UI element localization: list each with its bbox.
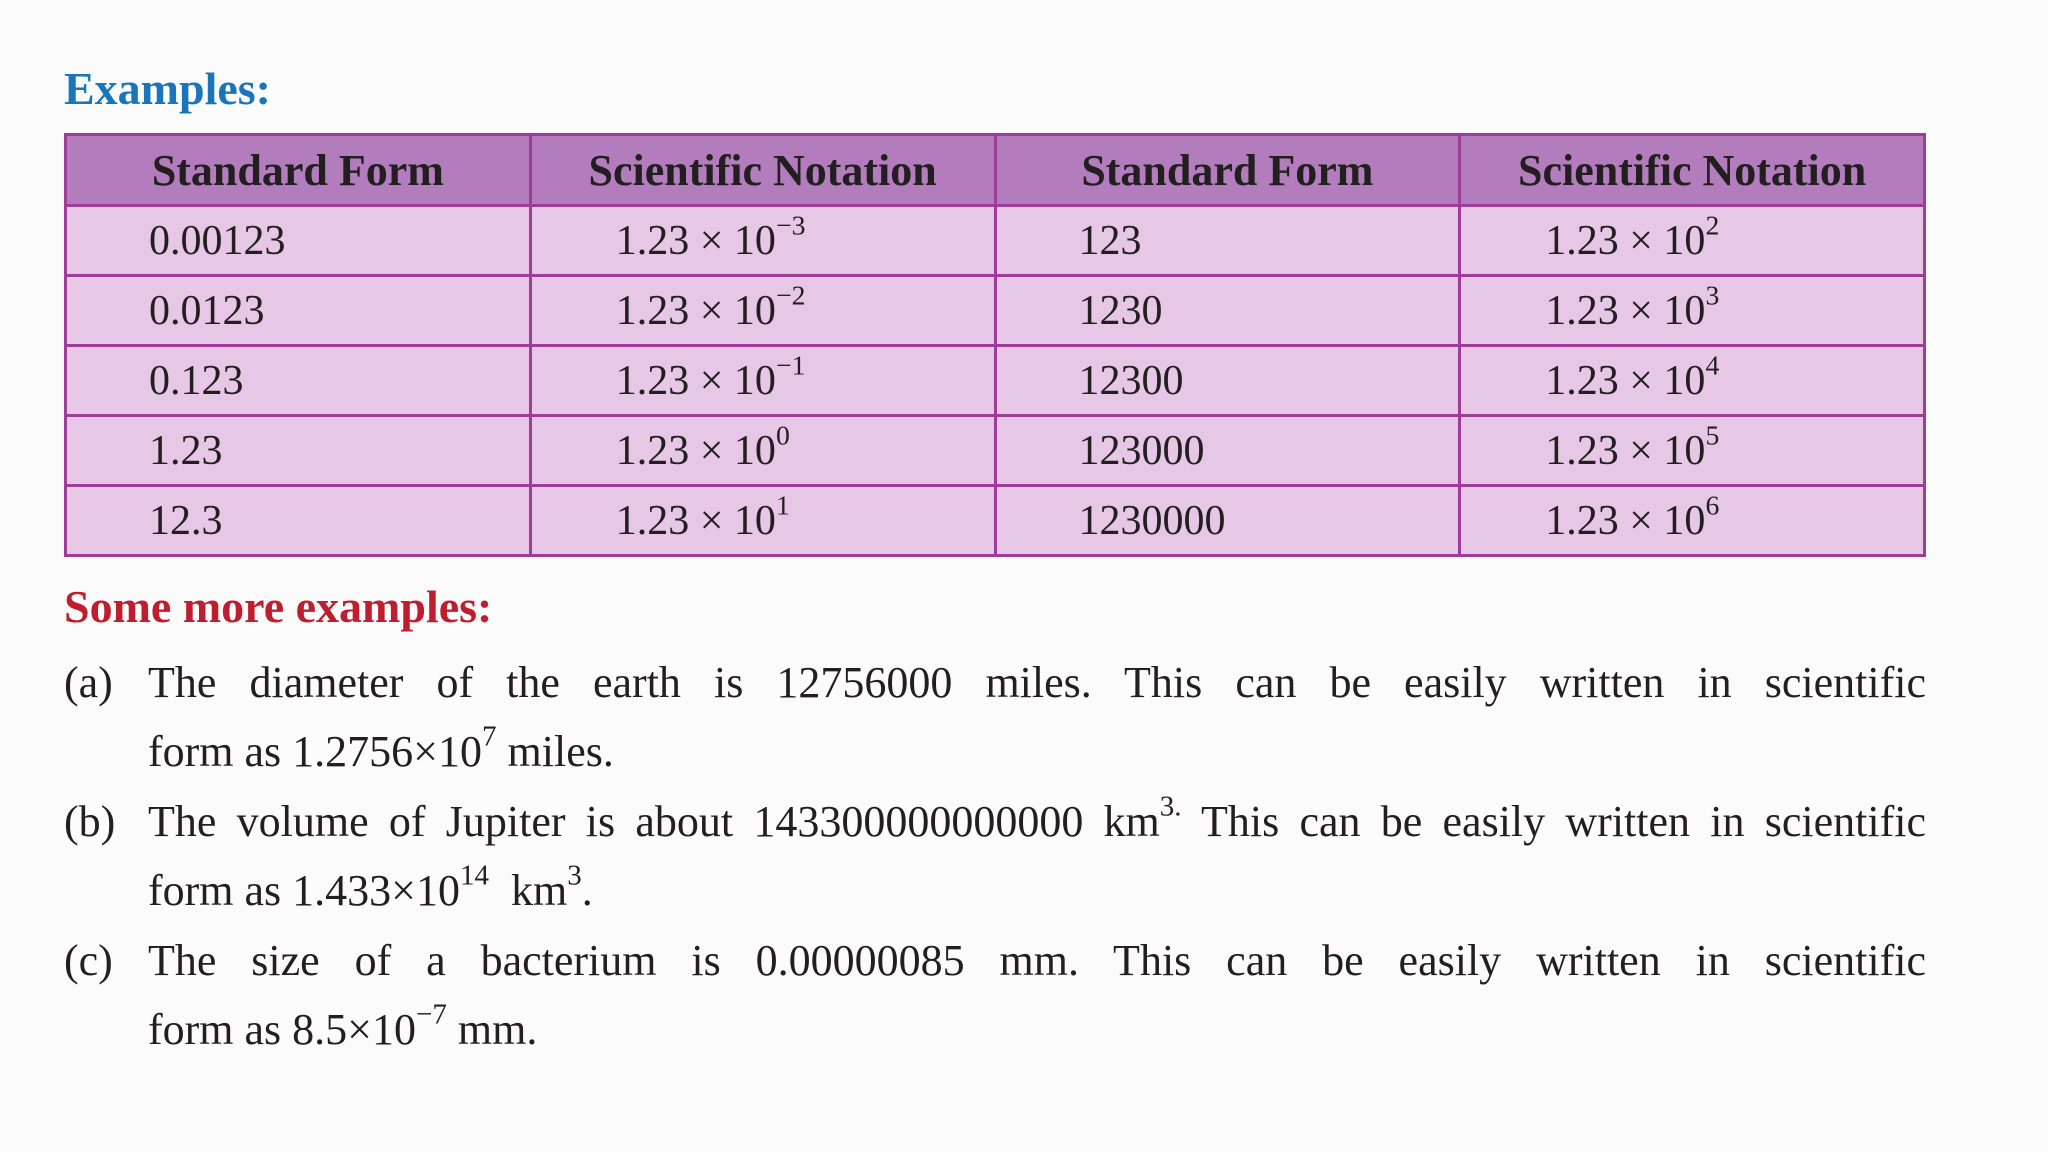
- examples-heading: Examples:: [64, 63, 271, 114]
- scientific-notation-table: [64, 133, 1926, 557]
- examples-list: [64, 648, 1926, 1065]
- example-line: [148, 717, 1926, 786]
- example-text: form as 1.433×10: [148, 866, 460, 915]
- exponent: 3.: [1159, 790, 1182, 823]
- table-header-row: [66, 135, 1925, 206]
- sci-base: 1.23 × 10: [1545, 357, 1706, 404]
- exponent: 14: [460, 859, 490, 892]
- example-line: [148, 995, 1926, 1064]
- exponent: −7: [416, 998, 447, 1031]
- example-line: The size of a bacterium is 0.00000085 mm. This can be easily written in scientific: [148, 936, 1926, 985]
- column-header: Scientific Notation: [530, 135, 995, 206]
- sci-base: 1.23 × 10: [615, 357, 776, 404]
- scientific-notation-cell: [530, 346, 995, 416]
- example-text: form as 1.2756×10: [148, 727, 482, 776]
- sci-base: 1.23 × 10: [615, 217, 776, 264]
- list-marker: (c): [64, 936, 113, 985]
- standard-form-cell: 0.00123: [66, 206, 531, 276]
- sci-exponent: 1: [775, 489, 790, 521]
- column-header: Standard Form: [995, 135, 1460, 206]
- more-examples-heading: Some more examples:: [64, 581, 493, 632]
- standard-form-cell: 0.123: [66, 346, 531, 416]
- scientific-notation-cell: [530, 486, 995, 556]
- table-row: [66, 416, 1925, 486]
- example-text: km: [489, 866, 568, 915]
- scientific-notation-cell: [530, 416, 995, 486]
- sci-base: 1.23 × 10: [615, 427, 776, 474]
- scientific-notation-cell: [530, 276, 995, 346]
- example-text: The volume of Jupiter is about 143300000000000 km: [148, 797, 1160, 846]
- sci-base: 1.23 × 10: [615, 497, 776, 544]
- scientific-notation-cell: [1460, 206, 1925, 276]
- standard-form-cell: 123000: [995, 416, 1460, 486]
- sci-exponent: 5: [1705, 419, 1720, 451]
- table-row: [66, 276, 1925, 346]
- table-row: [66, 486, 1925, 556]
- sci-base: 1.23 × 10: [615, 287, 776, 334]
- standard-form-cell: 12300: [995, 346, 1460, 416]
- table-row: [66, 206, 1925, 276]
- list-item: [64, 926, 1926, 1064]
- column-header: Scientific Notation: [1460, 135, 1925, 206]
- standard-form-cell: 1230: [995, 276, 1460, 346]
- scientific-notation-cell: [530, 206, 995, 276]
- list-marker: (b): [64, 797, 116, 846]
- scientific-notation-cell: [1460, 276, 1925, 346]
- example-text: miles.: [496, 727, 614, 776]
- standard-form-cell: 12.3: [66, 486, 531, 556]
- example-line: [148, 856, 1926, 925]
- example-text: form as 8.5×10: [148, 1005, 416, 1054]
- list-item: [64, 648, 1926, 786]
- sci-base: 1.23 × 10: [1545, 497, 1706, 544]
- standard-form-cell: 123: [995, 206, 1460, 276]
- sci-exponent: −3: [775, 209, 806, 241]
- sci-base: 1.23 × 10: [1545, 217, 1706, 264]
- example-text: .: [581, 866, 593, 915]
- standard-form-cell: 1230000: [995, 486, 1460, 556]
- sci-exponent: 4: [1705, 349, 1720, 381]
- sci-exponent: −2: [775, 279, 806, 311]
- list-item: [64, 787, 1926, 925]
- standard-form-cell: 1.23: [66, 416, 531, 486]
- scientific-notation-cell: [1460, 416, 1925, 486]
- sci-exponent: 3: [1705, 279, 1720, 311]
- scientific-notation-cell: [1460, 486, 1925, 556]
- list-marker: (a): [64, 658, 113, 707]
- example-text: This can be easily written in scientific: [1181, 797, 1926, 846]
- sci-base: 1.23 × 10: [1545, 287, 1706, 334]
- sci-exponent: −1: [775, 349, 806, 381]
- standard-form-cell: 0.0123: [66, 276, 531, 346]
- table-row: [66, 346, 1925, 416]
- column-header: Standard Form: [66, 135, 531, 206]
- exponent: 7: [482, 720, 497, 753]
- sci-exponent: 6: [1705, 489, 1720, 521]
- sci-exponent: 2: [1705, 209, 1720, 241]
- sci-exponent: 0: [775, 419, 790, 451]
- example-line: [148, 787, 1926, 856]
- example-text: mm.: [446, 1005, 538, 1054]
- example-line: The diameter of the earth is 12756000 miles. This can be easily written in scientific: [148, 658, 1926, 707]
- sci-base: 1.23 × 10: [1545, 427, 1706, 474]
- scientific-notation-cell: [1460, 346, 1925, 416]
- exponent: 3: [567, 859, 582, 892]
